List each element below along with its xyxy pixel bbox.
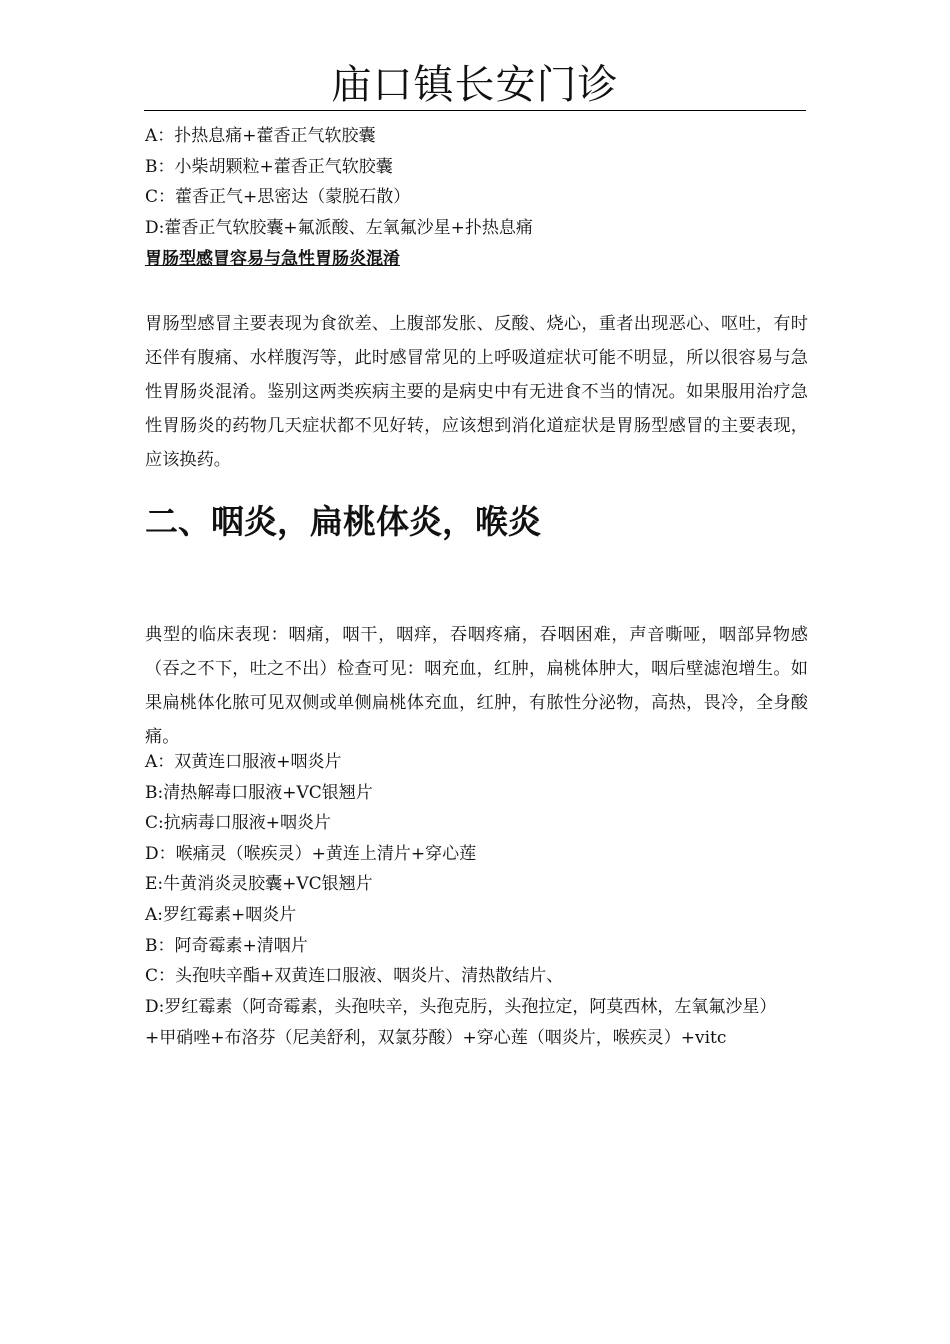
option-line: B：小柴胡颗粒+藿香正气软胶囊 bbox=[145, 157, 393, 177]
option-line: D:藿香正气软胶囊+氟派酸、左氧氟沙星+扑热息痛 bbox=[145, 218, 533, 238]
section-title: 二、咽炎，扁桃体炎，喉炎 bbox=[145, 502, 541, 541]
option-line: C：头孢呋辛酯+双黄连口服液、咽炎片、清热散结片、 bbox=[145, 966, 564, 986]
paragraph-pharyngitis: 典型的临床表现：咽痛，咽干，咽痒，吞咽疼痛，吞咽困难，声音嘶哑，咽部异物感（吞之不下，吐之不出）检查可见：咽充血，红肿，扁桃体肿大，咽后壁滤泡增生。如果扁桃体化脓可见双侧或单侧扁桃体充血，红肿，有脓性分泌物，高热，畏冷，全身酸痛。 bbox=[145, 625, 808, 747]
header-divider bbox=[144, 110, 806, 111]
option-line: B：阿奇霉素+清咽片 bbox=[145, 936, 308, 956]
option-line: E:牛黄消炎灵胶囊+VC银翘片 bbox=[145, 874, 373, 894]
option-line: D:罗红霉素（阿奇霉素，头孢呋辛，头孢克肟，头孢拉定，阿莫西林，左氧氟沙星） bbox=[145, 997, 777, 1017]
paragraph-gastro-cold: 胃肠型感冒主要表现为食欲差、上腹部发胀、反酸、烧心，重者出现恶心、呕吐，有时还伴有腹痛、水样腹泻等，此时感冒常见的上呼吸道症状可能不明显，所以很容易与急性胃肠炎混淆。鉴别这两类疾病主要的是病史中有无进食不当的情况。如果服用治疗急性胃肠炎的药物几天症状都不见好转，应该想到消化道症状是胃肠型感冒的主要表现，应该换药。 bbox=[145, 314, 808, 470]
option-line: C：藿香正气+思密达（蒙脱石散） bbox=[145, 187, 411, 207]
option-line: A：扑热息痛+藿香正气软胶囊 bbox=[145, 126, 376, 146]
option-line: B:清热解毒口服液+VC银翘片 bbox=[145, 783, 373, 803]
option-line: A:罗红霉素+咽炎片 bbox=[145, 905, 297, 925]
option-line: D：喉痛灵（喉疾灵）+黄连上清片+穿心莲 bbox=[145, 844, 477, 864]
option-line: A：双黄连口服液+咽炎片 bbox=[145, 752, 342, 772]
option-line: C:抗病毒口服液+咽炎片 bbox=[145, 813, 331, 833]
page-header-title: 庙口镇长安门诊 bbox=[331, 62, 619, 108]
option-line: +甲硝唑+布洛芬（尼美舒利，双氯芬酸）+穿心莲（咽炎片，喉疾灵）+vitc bbox=[145, 1028, 727, 1048]
subheading: 胃肠型感冒容易与急性胃肠炎混淆 bbox=[145, 249, 400, 269]
